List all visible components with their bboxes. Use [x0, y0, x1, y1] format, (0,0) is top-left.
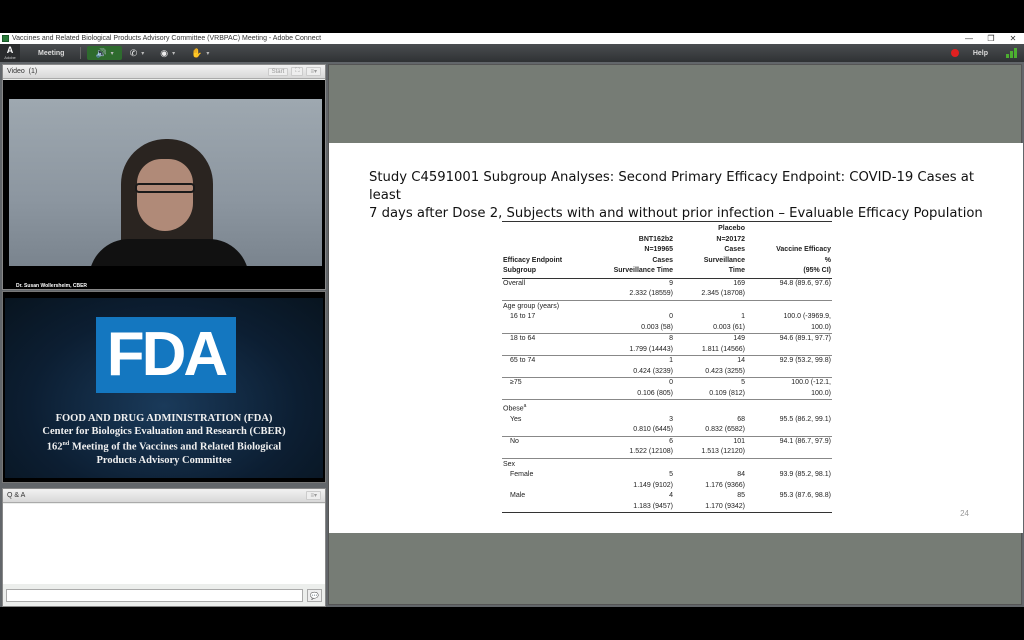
speaker-icon: 🔊	[95, 47, 107, 58]
qa-pod	[2, 488, 326, 607]
table-row: 0.810 (6445) 0.832 (6582)	[502, 425, 832, 436]
table-row: 1.522 (12108) 1.513 (12120)	[502, 447, 832, 458]
chevron-down-icon[interactable]: ▾	[110, 50, 114, 57]
video-pod	[2, 64, 326, 290]
chat-bubble-icon: 💬	[310, 592, 319, 600]
meeting-room	[0, 62, 1024, 607]
table-row: 1.149 (9102) 1.176 (9366)	[633, 481, 745, 489]
speaker-video	[9, 99, 322, 266]
restore-button[interactable]: ❐	[987, 34, 995, 43]
help-menu[interactable]: Help	[972, 49, 988, 57]
table-row: 0.424 (3239) 0.423 (3255)	[502, 367, 832, 378]
table-row: Yes 3 68 95.5 (86.2, 99.1)	[510, 415, 831, 423]
speaker-toggle-button[interactable]	[87, 46, 121, 60]
pod-menu-icon[interactable]: ≡▾	[306, 491, 321, 500]
chevron-down-icon[interactable]: ▾	[172, 50, 176, 57]
table-header-row	[502, 222, 832, 279]
send-question-button[interactable]	[307, 589, 322, 602]
qa-pod-title: Q & A	[7, 492, 26, 499]
minimize-button[interactable]: —	[965, 34, 973, 43]
col-header-subgroup: Efficacy Endpoint Subgroup	[502, 222, 594, 279]
video-stream	[3, 80, 325, 289]
pod-menu-icon[interactable]: ≡▾	[306, 67, 321, 76]
presentation-slide	[329, 143, 1023, 533]
table-row: 18 to 64 8 149 94.6 (89.1, 97.7)	[510, 335, 831, 342]
table-row: Male 4 85 95.3 (87.6, 98.8)	[510, 492, 831, 500]
phone-button[interactable]	[122, 46, 153, 60]
table-row: Female 5 84 93.9 (85.2, 98.1)	[510, 471, 831, 479]
slide-title: Study C4591001 Subgroup Analyses: Second Primary Efficacy Endpoint: COVID-19 Cases at least 7 days after Dose 2, Subjects with and without prior infection – Evaluable Efficacy Population	[369, 170, 983, 221]
meeting-menu[interactable]: Meeting	[38, 49, 65, 57]
connection-signal-icon	[1006, 48, 1018, 58]
col-header-bnt162b2: BNT162b2 N=19965 Cases Surveillance Time	[594, 222, 674, 279]
col-header-vaccine-efficacy: Vaccine Efficacy % (95% CI)	[746, 222, 832, 279]
video-pod-header	[3, 65, 325, 79]
adobe-logo	[0, 44, 20, 62]
table-section-row: Sex	[503, 460, 516, 468]
adobe-connect-app-icon	[2, 35, 9, 42]
qa-pod-header	[3, 489, 325, 503]
video-pod-title: Video (1)	[7, 68, 38, 75]
share-pod	[328, 64, 1022, 605]
fda-title-pod	[2, 291, 326, 483]
table-row: 1.183 (9457) 1.170 (9342)	[502, 502, 832, 513]
fda-logo: FDA	[96, 317, 236, 393]
table-row: 0.003 (58) 0.003 (61) 100.0)	[502, 323, 832, 334]
table-row: 16 to 17 0 1 100.0 (-3969.9,	[510, 313, 831, 320]
slide-page-number: 24	[960, 509, 969, 518]
fda-meeting-caption: FOOD AND DRUG ADMINISTRATION (FDA) Center for Biologics Evaluation and Research (CBER) 162nd Meeting of the Vaccines and Related Biological Products Advisory Committee	[42, 413, 286, 466]
phone-icon: ✆	[129, 47, 138, 58]
letterbox-top	[0, 0, 1024, 33]
table-section-row: Obese$^a$	[503, 403, 527, 413]
raise-hand-button[interactable]	[183, 46, 217, 60]
table-row: 1.799 (14443) 1.811 (14566)	[502, 345, 832, 356]
close-button[interactable]: ✕	[1009, 34, 1017, 43]
window-titlebar	[0, 33, 1024, 44]
table-row: 2.332 (18559) 2.345 (18708)	[502, 289, 832, 300]
qa-message-list[interactable]	[3, 504, 325, 584]
raise-hand-icon: ✋	[191, 47, 203, 58]
efficacy-table	[502, 221, 832, 513]
chevron-down-icon[interactable]: ▾	[141, 50, 145, 57]
qa-input-row	[3, 585, 325, 605]
table-row: 65 to 74 1 14 92.9 (53.2, 99.8)	[510, 357, 831, 364]
table-row: ≥75 0 5 100.0 (-12.1,	[510, 379, 831, 386]
menu-bar	[0, 44, 1024, 62]
fullscreen-icon[interactable]: ⛶	[291, 67, 303, 76]
table-row: No 6 101 94.1 (86.7, 97.9)	[510, 437, 831, 445]
start-webcam-button[interactable]: Start	[268, 68, 289, 76]
adobe-logo-text: Adobe	[4, 55, 16, 60]
speaker-name-label: Dr. Susan Wollersheim, CBER	[16, 283, 88, 289]
adobe-logo-letter: A	[6, 45, 14, 55]
fda-title-slide	[5, 298, 323, 478]
table-row: 0.106 (805) 0.109 (812) 100.0)	[502, 389, 832, 400]
letterbox-bottom	[0, 607, 1024, 640]
col-header-placebo: Placebo N=20172 Cases Surveillance Time	[674, 222, 746, 279]
recording-indicator-icon[interactable]	[951, 49, 959, 57]
webcam-icon: ◉	[160, 47, 169, 58]
chevron-down-icon[interactable]: ▾	[206, 50, 210, 57]
qa-question-input[interactable]	[6, 589, 303, 602]
table-row: Overall 9 169 94.8 (89.6, 97.6)	[503, 279, 831, 287]
menu-separator	[80, 47, 81, 59]
table-section-row: Age group (years)	[503, 302, 560, 310]
webcam-button[interactable]	[152, 46, 183, 60]
window-title: Vaccines and Related Biological Products Advisory Committee (VRBPAC) Meeting - Adobe Connect	[12, 35, 322, 42]
